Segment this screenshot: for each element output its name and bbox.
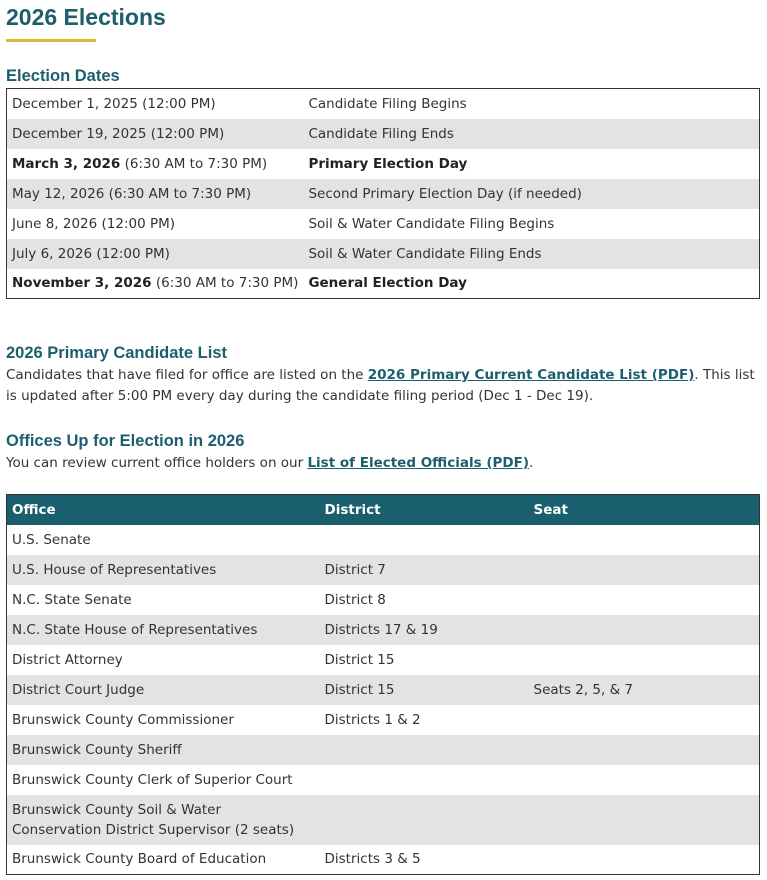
- office-seat: [529, 645, 760, 675]
- election-time: (12:00 PM): [97, 215, 176, 232]
- office-district: [320, 765, 529, 795]
- office-seat: Seats 2, 5, & 7: [529, 675, 760, 705]
- office-row: [7, 525, 760, 555]
- office-row: [7, 735, 760, 765]
- office-seat: [529, 845, 760, 875]
- candidate-list-section: [6, 343, 761, 407]
- election-time: (6:30 AM to 7:30 PM): [120, 155, 268, 172]
- election-time: (12:00 PM): [146, 125, 225, 142]
- candidate-list-pdf-link[interactable]: 2026 Primary Current Candidate List (PDF): [367, 367, 695, 383]
- column-header-seat: Seat: [529, 495, 760, 525]
- election-event: General Election Day: [308, 275, 467, 292]
- office-district: District 15: [320, 675, 529, 705]
- office-name: Brunswick County Sheriff: [7, 735, 320, 765]
- election-date-row: [7, 149, 760, 179]
- office-district: [320, 795, 529, 845]
- election-date: December 1, 2025: [12, 95, 138, 112]
- election-dates-table: [6, 88, 760, 299]
- office-seat: [529, 765, 760, 795]
- office-row: [7, 765, 760, 795]
- office-row: [7, 795, 760, 845]
- office-seat: [529, 615, 760, 645]
- column-header-district: District: [320, 495, 529, 525]
- office-seat: [529, 525, 760, 555]
- elected-officials-pdf-link[interactable]: List of Elected Officials (PDF): [307, 455, 529, 471]
- office-row: [7, 585, 760, 615]
- election-date-cell: [7, 89, 304, 119]
- offices-text-after: .: [529, 455, 534, 471]
- office-seat: [529, 795, 760, 845]
- column-header-office: Office: [7, 495, 320, 525]
- election-date-cell: [7, 209, 304, 239]
- candidate-list-text-before: Candidates that have filed for office are listed on the: [6, 367, 368, 383]
- election-date-cell: [7, 269, 304, 299]
- office-name: Brunswick County Board of Education: [12, 851, 267, 868]
- candidate-list-heading: 2026 Primary Candidate List: [6, 344, 228, 362]
- election-date-row: [7, 269, 760, 299]
- office-name: U.S. Senate: [12, 531, 91, 548]
- election-date-cell: [7, 179, 304, 209]
- office-name: Brunswick County Commissioner: [12, 711, 234, 728]
- office-row: [7, 675, 760, 705]
- election-event: Primary Election Day: [308, 155, 468, 172]
- office-row: [7, 615, 760, 645]
- candidate-list-text: [6, 365, 761, 407]
- election-time: (12:00 PM): [137, 95, 216, 112]
- office-row: [7, 845, 760, 875]
- office-district: District 7: [320, 555, 529, 585]
- office-district: [320, 735, 529, 765]
- office-name: District Court Judge: [7, 675, 320, 705]
- election-event: Soil & Water Candidate Filing Begins: [308, 215, 555, 232]
- election-event: Second Primary Election Day (if needed): [303, 179, 759, 209]
- election-event: Soil & Water Candidate Filing Ends: [303, 239, 759, 269]
- office-row: [7, 555, 760, 585]
- election-date-row: [7, 239, 760, 269]
- office-district: Districts 3 & 5: [324, 851, 421, 868]
- office-name: Brunswick County Soil & Water Conservation District Supervisor (2 seats): [7, 795, 320, 845]
- office-row: [7, 705, 760, 735]
- office-name: N.C. State House of Representatives: [7, 615, 320, 645]
- election-date-cell: [7, 119, 304, 149]
- office-seat: [529, 585, 760, 615]
- office-name: Brunswick County Clerk of Superior Court: [12, 771, 293, 788]
- office-name: District Attorney: [12, 651, 123, 668]
- office-seat: [529, 735, 760, 765]
- page-title: 2026 Elections: [6, 4, 166, 30]
- election-dates-heading: Election Dates: [6, 67, 120, 85]
- election-date: March 3, 2026: [12, 155, 121, 172]
- election-date-cell: [7, 239, 304, 269]
- office-row: [7, 645, 760, 675]
- office-name: U.S. House of Representatives: [7, 555, 320, 585]
- election-event: Candidate Filing Ends: [303, 119, 759, 149]
- offices-text: [6, 453, 761, 474]
- election-time: (6:30 AM to 7:30 PM): [104, 185, 252, 202]
- title-underline: [6, 39, 96, 42]
- office-name: N.C. State Senate: [12, 591, 132, 608]
- election-time: (6:30 AM to 7:30 PM): [151, 275, 299, 292]
- office-district: District 15: [324, 651, 395, 668]
- election-date-row: [7, 209, 760, 239]
- election-date: July 6, 2026: [12, 245, 93, 262]
- candidate-list-text-after: . This list is updated after 5:00 PM every day during the candidate filing period (Dec 1 - Dec 19).: [6, 367, 755, 404]
- office-district: Districts 17 & 19: [320, 615, 529, 645]
- election-date-row: [7, 89, 760, 119]
- office-seat: [529, 555, 760, 585]
- election-date: December 19, 2025: [12, 125, 147, 142]
- offices-table: [6, 494, 760, 875]
- office-district: District 8: [324, 591, 386, 608]
- office-district: [320, 525, 529, 555]
- offices-heading: Offices Up for Election in 2026: [6, 432, 245, 450]
- office-seat: [529, 705, 760, 735]
- election-date: May 12, 2026: [12, 185, 105, 202]
- election-date-row: [7, 179, 760, 209]
- election-time: (12:00 PM): [92, 245, 170, 262]
- offices-header-row: [7, 495, 760, 525]
- offices-text-before: You can review current office holders on our: [6, 455, 308, 471]
- election-date: November 3, 2026: [12, 275, 152, 292]
- election-date: June 8, 2026: [12, 215, 98, 232]
- election-date-row: [7, 119, 760, 149]
- office-district: Districts 1 & 2: [324, 711, 421, 728]
- election-date-cell: [7, 149, 304, 179]
- election-event: Candidate Filing Begins: [308, 95, 467, 112]
